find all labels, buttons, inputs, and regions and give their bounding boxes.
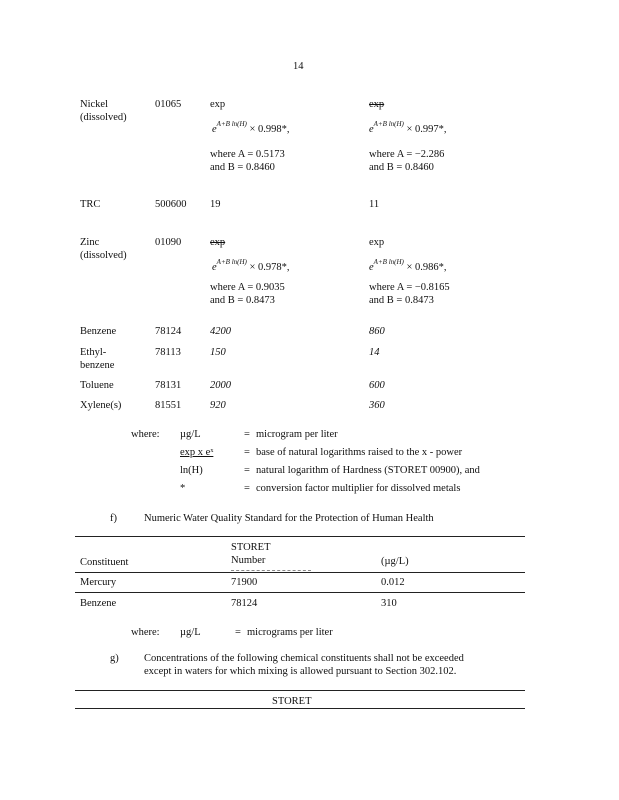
table-top-rule [75, 690, 525, 691]
header-unit: (µg/L) [381, 556, 409, 567]
chronic-where-b: and B = 0.8460 [369, 162, 434, 173]
formula-base: e [212, 124, 217, 135]
chronic-value: 860 [369, 326, 385, 337]
cell-value: 0.012 [381, 577, 405, 588]
formula-exponent: A+B ln(H) [373, 258, 404, 266]
formula-tail: × 0.978*, [249, 262, 290, 273]
constituent-name: Xylene(s) [80, 400, 122, 411]
legend-symbol: exp x eˣ [180, 447, 214, 458]
legend-text: conversion factor multiplier for dissolved metals [256, 483, 461, 494]
chronic-where-a: where A = −2.286 [369, 149, 445, 160]
chronic-exp-label: exp [369, 237, 385, 248]
header-storet: STORET [272, 696, 312, 707]
formula-exponent: A+B ln(H) [373, 120, 404, 128]
acute-formula [212, 118, 290, 136]
chronic-value: 600 [369, 380, 385, 391]
constituent-name: Benzene [80, 326, 117, 337]
constituent-name-line2: (dissolved) [80, 112, 127, 123]
section-letter: f) [110, 513, 117, 524]
legend-where: where: [131, 429, 160, 440]
acute-value: 19 [210, 199, 221, 210]
storet-number: 01090 [155, 237, 182, 248]
legend-symbol: * [180, 483, 186, 494]
legend-equals: = [244, 447, 250, 458]
header-storet: STORET [231, 542, 271, 553]
legend-symbol: µg/L [180, 429, 201, 440]
storet-number: 500600 [155, 199, 187, 210]
chronic-where-b: and B = 0.8473 [369, 295, 434, 306]
legend-text: base of natural logarithms raised to the x - power [256, 447, 463, 458]
legend-equals: = [244, 483, 250, 494]
acute-exp-label: exp [210, 99, 226, 110]
unit-where: where: [131, 627, 160, 638]
acute-value: 920 [210, 400, 226, 411]
storet-number: 78113 [155, 347, 181, 358]
unit-symbol: µg/L [180, 627, 201, 638]
unit-equals: = [235, 627, 241, 638]
cell-constituent: Mercury [80, 577, 117, 588]
cell-storet: 78124 [231, 598, 258, 609]
chronic-value: 14 [369, 347, 380, 358]
page-number: 14 [293, 61, 304, 72]
constituent-name: Nickel [80, 99, 108, 110]
constituent-name-line2: (dissolved) [80, 250, 127, 261]
formula-exponent: A+B ln(H) [216, 258, 247, 266]
acute-exp-label: exp [210, 237, 226, 248]
formula-tail: × 0.998*, [249, 124, 290, 135]
chronic-value: 360 [369, 400, 385, 411]
acute-formula [212, 256, 290, 274]
cell-value: 310 [381, 598, 397, 609]
constituent-name: Ethyl- [80, 347, 107, 358]
chronic-formula [369, 118, 447, 136]
acute-where-a: where A = 0.9035 [210, 282, 285, 293]
acute-value: 4200 [210, 326, 231, 337]
chronic-exp-label: exp [369, 99, 385, 110]
constituent-name: TRC [80, 199, 101, 210]
formula-base: e [212, 262, 217, 273]
formula-base: e [369, 124, 374, 135]
chronic-formula [369, 256, 447, 274]
formula-exponent: A+B ln(H) [216, 120, 247, 128]
header-rule [75, 708, 525, 709]
section-text-line2: except in waters for which mixing is allowed pursuant to Section 302.102. [144, 666, 457, 677]
acute-value: 2000 [210, 380, 231, 391]
acute-value: 150 [210, 347, 226, 358]
storet-number: 78124 [155, 326, 182, 337]
chronic-value: 11 [369, 199, 380, 210]
section-text-line1: Concentrations of the following chemical constituents shall not be exceeded [144, 653, 464, 664]
constituent-name: Toluene [80, 380, 114, 391]
acute-where-b: and B = 0.8460 [210, 162, 275, 173]
storet-number: 78131 [155, 380, 182, 391]
legend-text: microgram per liter [256, 429, 338, 440]
legend-equals: = [244, 429, 250, 440]
header-constituent: Constituent [80, 557, 129, 568]
header-underline [231, 570, 311, 571]
section-letter: g) [110, 653, 119, 664]
cell-constituent: Benzene [80, 598, 117, 609]
acute-where-a: where A = 0.5173 [210, 149, 285, 160]
header-storet-number: Number [231, 555, 266, 566]
table-top-rule [75, 536, 525, 537]
section-title: Numeric Water Quality Standard for the Protection of Human Health [144, 513, 434, 524]
formula-base: e [369, 262, 374, 273]
storet-number: 01065 [155, 99, 182, 110]
constituent-name: Zinc [80, 237, 100, 248]
row-rule [75, 592, 525, 593]
formula-tail: × 0.986*, [406, 262, 447, 273]
legend-symbol: ln(H) [180, 465, 203, 476]
constituent-name-line2: benzene [80, 360, 115, 371]
chronic-where-a: where A = −0.8165 [369, 282, 450, 293]
acute-where-b: and B = 0.8473 [210, 295, 275, 306]
cell-storet: 71900 [231, 577, 258, 588]
legend-equals: = [244, 465, 250, 476]
storet-number: 81551 [155, 400, 182, 411]
unit-text: micrograms per liter [247, 627, 333, 638]
legend-text: natural logarithm of Hardness (STORET 00900), and [256, 465, 480, 476]
header-bottom-rule [75, 572, 525, 573]
formula-tail: × 0.997*, [406, 124, 447, 135]
